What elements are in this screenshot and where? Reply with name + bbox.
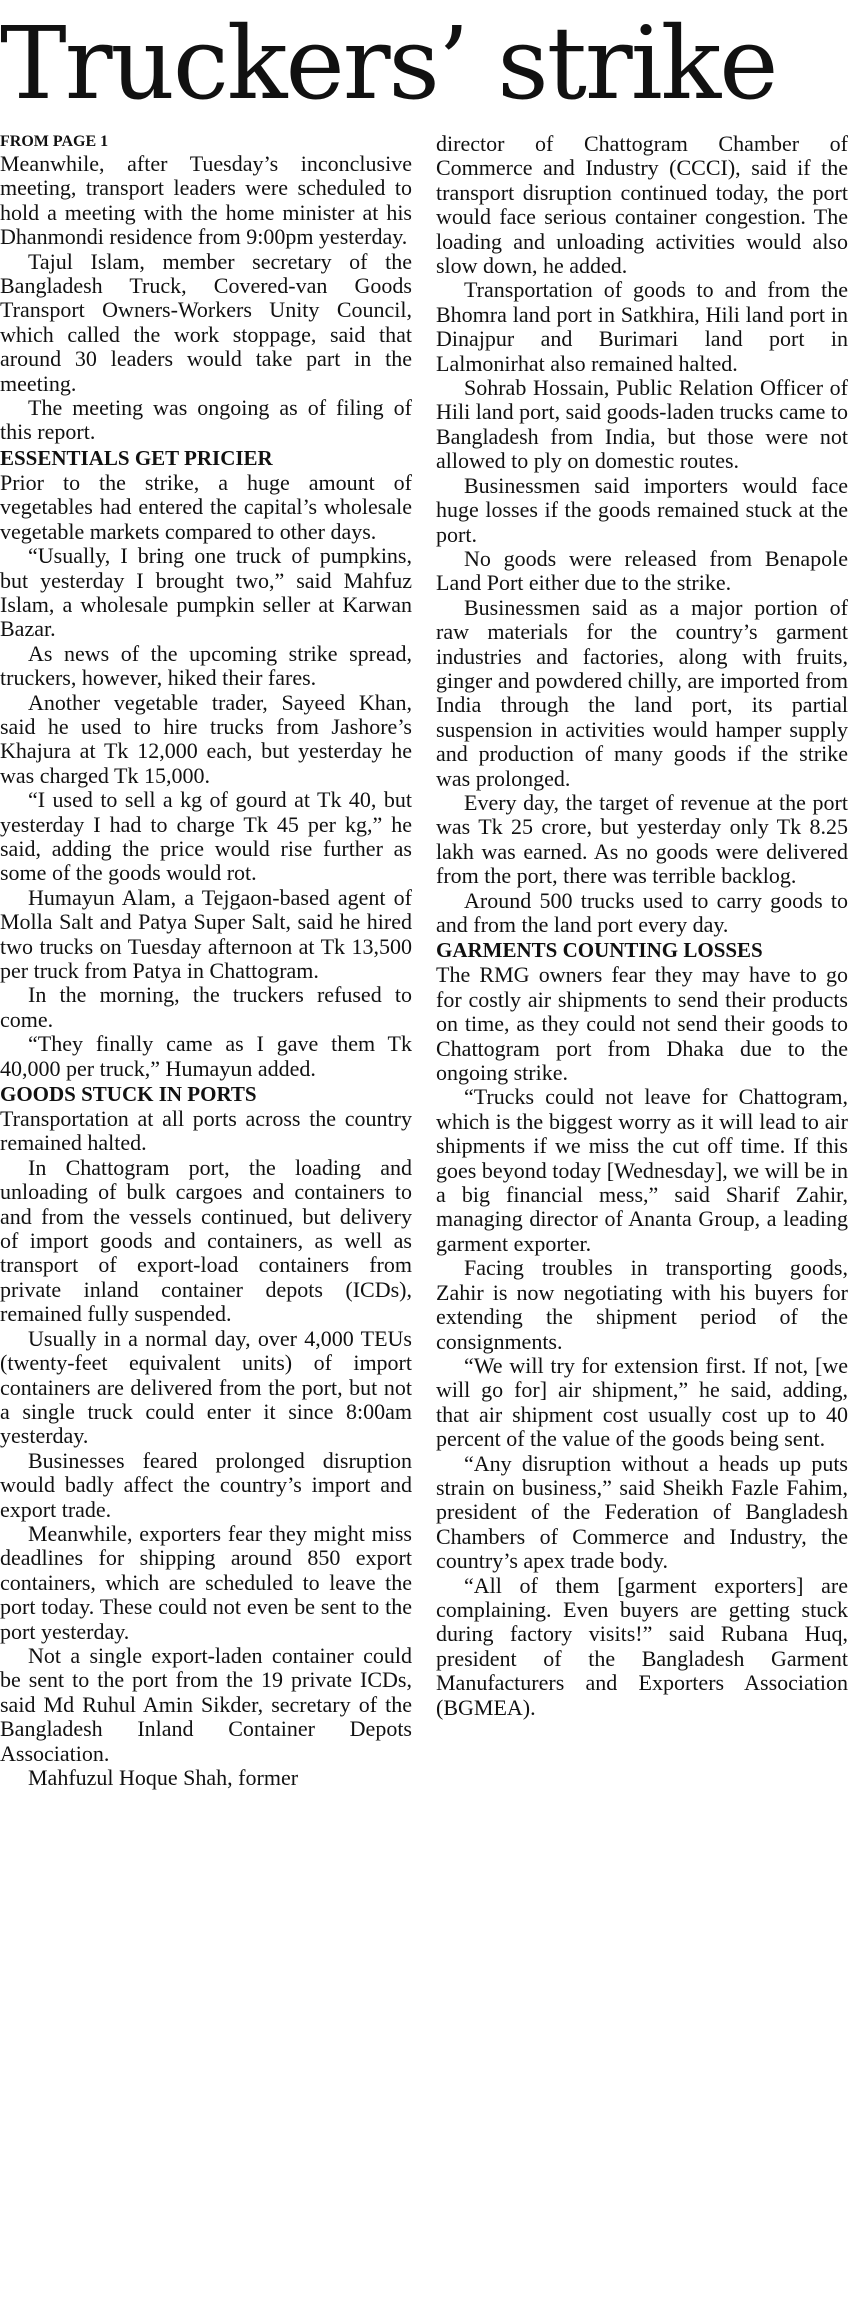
article-paragraph: “Usually, I bring one truck of pumpkins, but yesterday I brought two,” said Mahfuz Islam, a wholesale pumpkin seller at Karwan Bazar. [0, 543, 412, 642]
continued-from-label: FROM PAGE 1 [0, 133, 109, 150]
section-subhead: GOODS STUCK IN PORTS [0, 1082, 257, 1107]
article-column-left [0, 132, 412, 1790]
article-paragraph: Around 500 trucks used to carry goods to and from the land port every day. [436, 887, 848, 937]
article-paragraph: Meanwhile, exporters fear they might miss deadlines for shipping around 850 export containers, which are scheduled to leave the port today. These could not even be sent to the port yesterday. [0, 1520, 412, 1644]
article-paragraph: director of Chattogram Chamber of Commerce and Industry (CCCI), said if the transport disruption continued today, the port would face serious container congestion. The loading and unloading activities would also slow down, he added. [436, 131, 848, 279]
article-paragraph: As news of the upcoming strike spread, truckers, however, hiked their fares. [0, 640, 412, 691]
article-column-right [436, 132, 848, 1720]
article-paragraph: Mahfuzul Hoque Shah, former [28, 1765, 299, 1790]
article-paragraph: The RMG owners fear they may have to go for costly air shipments to send their products on time, as they could not send their goods to Chattogram port from Dhaka due to the ongoing strike. [436, 962, 848, 1086]
article-paragraph: Another vegetable trader, Sayeed Khan, said he used to hire trucks from Jashore’s Khajura at Tk 12,000 each, but yesterday he was charged Tk 15,000. [0, 689, 412, 788]
article-paragraph: Businesses feared prolonged disruption would badly affect the country’s import and export trade. [0, 1447, 412, 1522]
article-paragraph: Not a single export-laden container could be sent to the port from the 19 private ICDs, said Md Ruhul Amin Sikder, secretary of the Bangladesh Inland Container Depots Association. [0, 1642, 412, 1766]
headline: Truckers’ strike [0, 5, 777, 122]
article-paragraph: Sohrab Hossain, Public Relation Officer of Hili land port, said goods-laden trucks came to Bangladesh from India, but those were not allowed to ply on domestic routes. [436, 375, 848, 474]
article-paragraph: Prior to the strike, a huge amount of vegetables had entered the capital’s wholesale vegetable markets compared to other days. [0, 469, 412, 544]
article-paragraph: Meanwhile, after Tuesday’s inconclusive meeting, transport leaders were scheduled to hold a meeting with the home minister at his Dhanmondi residence from 9:00pm yesterday. [0, 151, 412, 250]
article-paragraph: No goods were released from Benapole Land Port either due to the strike. [436, 545, 848, 596]
article-paragraph: In the morning, the truckers refused to come. [0, 982, 412, 1032]
article-paragraph: “They finally came as I gave them Tk 40,000 per truck,” Humayun added. [0, 1031, 412, 1081]
article-paragraph: “All of them [garment exporters] are complaining. Even buyers are getting stuck during factory visits!” said Rubana Huq, president of the Bangladesh Garment Manufacturers and Exporters Association (BGMEA). [436, 1572, 848, 1720]
article-paragraph: Transportation at all ports across the country remained halted. [0, 1106, 412, 1156]
article-paragraph: Transportation of goods to and from the Bhomra land port in Satkhira, Hili land port in Dinajpur and Burimari land port in Lalmonirhat also remained halted. [436, 277, 848, 376]
section-subhead: ESSENTIALS GET PRICIER [0, 445, 273, 470]
article-paragraph: In Chattogram port, the loading and unloading of bulk cargoes and containers to and from the vessels continued, but delivery of import goods and containers, as well as transport of export-load containers from private inland container depots (ICDs), remained fully suspended. [0, 1154, 412, 1327]
article-paragraph: Businessmen said as a major portion of raw materials for the country’s garment industries and factories, along with fruits, ginger and powdered chilly, are imported from India through the land port, its partial suspension in activities would hamper supply and production of many goods if the strike was prolonged. [436, 594, 848, 791]
article-paragraph: Humayun Alam, a Tejgaon-based agent of Molla Salt and Patya Super Salt, said he hired two trucks on Tuesday afternoon at Tk 13,500 per truck from Patya in Chattogram. [0, 884, 412, 983]
article-paragraph: Facing troubles in transporting goods, Zahir is now negotiating with his buyers for extending the shipment period of the consignments. [436, 1255, 848, 1354]
article-paragraph: “Trucks could not leave for Chattogram, which is the biggest worry as it will lead to air shipments if we miss the cut off time. If this goes beyond today [Wednesday], we will be in a big financial mess,” said Sharif Zahir, managing director of Ananta Group, a leading garment exporter. [436, 1084, 848, 1256]
article-paragraph: “Any disruption without a heads up puts strain on business,” said Sheikh Fazle Fahim, president of the Federation of Bangladesh Chambers of Commerce and Industry, the country’s apex trade body. [436, 1450, 848, 1574]
section-subhead: GARMENTS COUNTING LOSSES [436, 938, 763, 963]
article-paragraph: The meeting was ongoing as of filing of this report. [0, 395, 412, 445]
article-paragraph: Every day, the target of revenue at the port was Tk 25 crore, but yesterday only Tk 8.25 lakh was earned. As no goods were delivered from the port, there was terrible backlog. [436, 789, 848, 889]
left-column-body [0, 152, 412, 1790]
article-paragraph: “We will try for extension first. If not, [we will go for] air shipment,” he said, adding, that air shipment cost usually cost up to 40 percent of the value of the goods being sent. [436, 1352, 848, 1452]
article-paragraph: “I used to sell a kg of gourd at Tk 40, but yesterday I had to charge Tk 45 per kg,” he said, adding the price would rise further as some of the goods would rot. [0, 787, 412, 886]
right-column-body [436, 132, 848, 1720]
article-paragraph: Businessmen said importers would face huge losses if the goods remained stuck at the port. [436, 472, 848, 547]
article-paragraph: Tajul Islam, member secretary of the Bangladesh Truck, Covered-van Goods Transport Owners-Workers Unity Council, which called the work stoppage, said that around 30 leaders would take part in the meeting. [0, 248, 412, 396]
article-paragraph: Usually in a normal day, over 4,000 TEUs (twenty-feet equivalent units) of import containers are delivered from the port, but not a single truck could enter it since 8:00am yesterday. [0, 1325, 412, 1449]
